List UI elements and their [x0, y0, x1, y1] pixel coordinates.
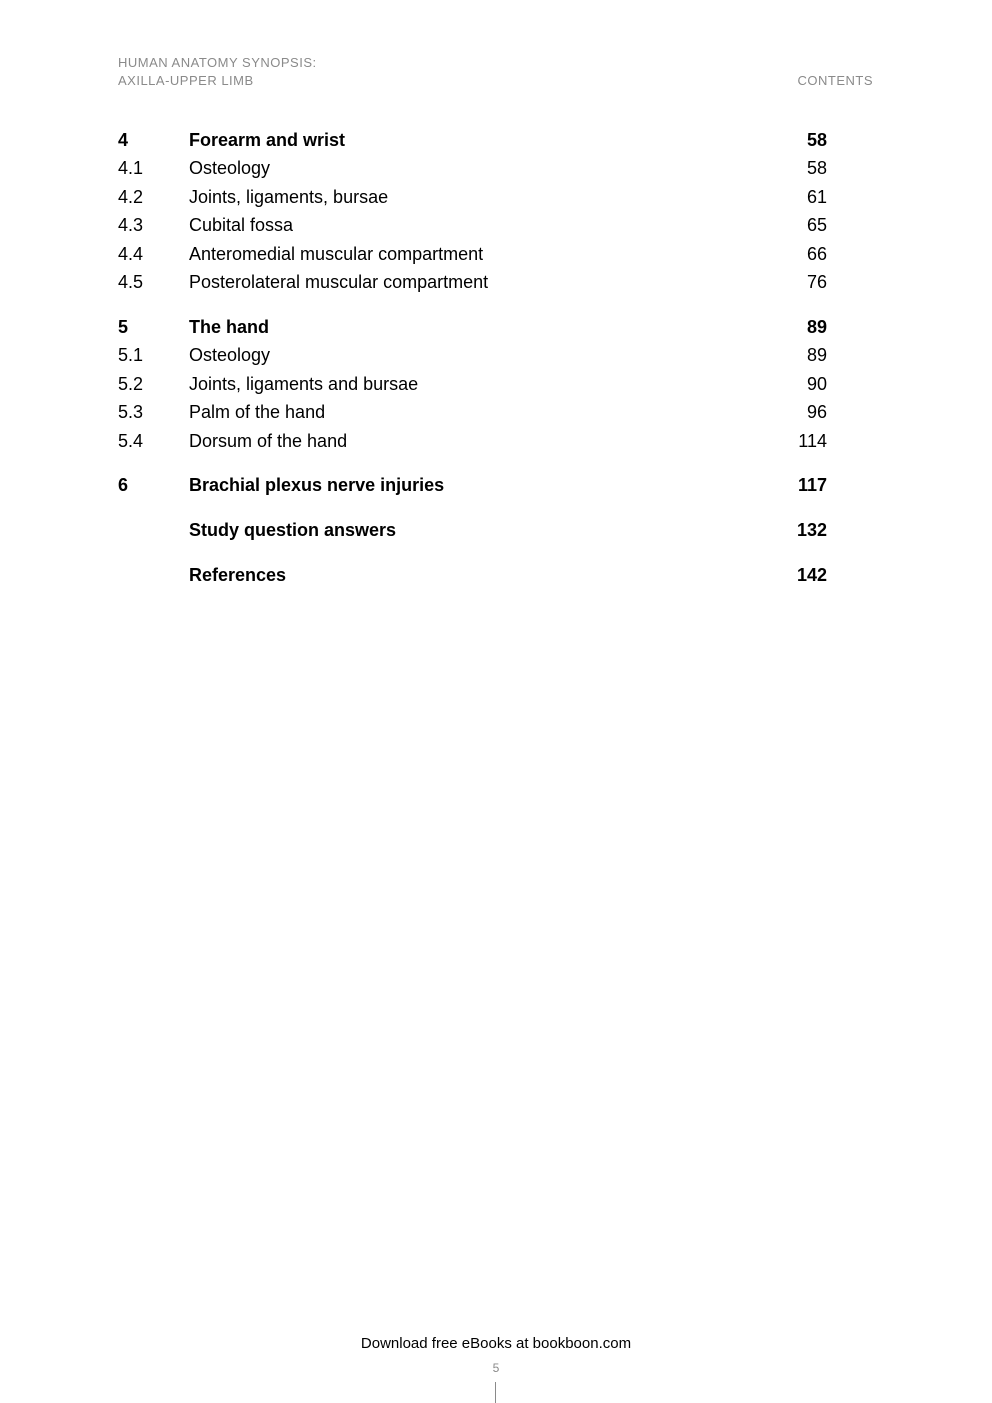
toc-entry-title: Joints, ligaments, bursae — [189, 186, 389, 207]
toc-entry-page: 90 — [806, 373, 827, 394]
toc-entry-title: Dorsum of the hand — [189, 430, 348, 451]
toc-entry[interactable] — [118, 240, 827, 268]
toc-entry-page: 117 — [797, 475, 827, 496]
page-number: 5 — [492, 1361, 500, 1375]
toc-entry-page: 96 — [806, 402, 827, 423]
book-title-line-1: HUMAN ANATOMY SYNOPSIS: — [118, 55, 317, 70]
toc-entry-page: 58 — [806, 158, 827, 179]
toc-entry-title: The hand — [189, 316, 269, 337]
toc-entry-page: 89 — [806, 345, 827, 366]
toc-entry[interactable] — [118, 516, 827, 544]
toc-entry[interactable] — [118, 183, 827, 211]
toc-entry-title: Osteology — [189, 345, 271, 366]
toc-entry[interactable] — [118, 561, 827, 589]
toc-entry-page: 58 — [806, 130, 827, 150]
toc-entry-number: 5.4 — [118, 430, 144, 451]
toc-entry-title: Anteromedial muscular compartment — [189, 243, 484, 264]
book-title-line-2: AXILLA-UPPER LIMB — [118, 73, 254, 88]
toc-entry-number: 5.3 — [118, 402, 144, 423]
toc-entry-number: 4.1 — [118, 158, 144, 179]
toc-entry-page: 76 — [806, 271, 827, 292]
toc-entry-number: 4.3 — [118, 215, 144, 236]
toc-entry-page: 61 — [806, 186, 827, 207]
toc-entry-page: 114 — [798, 430, 827, 451]
page-number-rule — [495, 1382, 496, 1403]
toc-entry-page: 89 — [806, 316, 827, 337]
toc-entry[interactable] — [118, 398, 827, 426]
toc-entry-title: Cubital fossa — [189, 215, 294, 236]
toc-entry-title: Palm of the hand — [189, 402, 326, 423]
toc-entry-number: 5.2 — [118, 373, 144, 394]
toc-entry[interactable] — [118, 341, 827, 369]
toc-entry-title: Brachial plexus nerve injuries — [189, 475, 445, 496]
toc-entry[interactable] — [118, 126, 827, 154]
toc-entry-number: 5.1 — [118, 345, 144, 366]
footer-download-text: Download free eBooks at bookboon.com — [360, 1335, 632, 1352]
toc-entry-number: 4.4 — [118, 243, 144, 264]
toc-entry-title: Osteology — [189, 158, 271, 179]
toc-entry-number: 4.5 — [118, 271, 144, 292]
toc-entry[interactable] — [118, 154, 827, 182]
toc-entry-title: Joints, ligaments and bursae — [189, 373, 419, 394]
running-head — [118, 54, 317, 90]
toc-entry[interactable] — [118, 313, 827, 341]
table-of-contents — [118, 126, 827, 590]
toc-entry[interactable] — [118, 370, 827, 398]
toc-entry-page: 65 — [806, 215, 827, 236]
toc-entry-title: References — [189, 565, 287, 586]
toc-entry-number: 5 — [118, 316, 129, 337]
toc-entry-page: 66 — [806, 243, 827, 264]
toc-entry[interactable] — [118, 268, 827, 296]
toc-entry-page: 132 — [796, 520, 827, 541]
toc-entry-title: Posterolateral muscular compartment — [189, 271, 489, 292]
toc-entry-title: Forearm and wrist — [189, 130, 346, 150]
section-label: CONTENTS — [797, 73, 873, 88]
toc-entry-number: 4.2 — [118, 186, 144, 207]
toc-entry-number: 6 — [118, 475, 129, 496]
toc-entry-page: 142 — [796, 565, 827, 586]
toc-entry-number: 4 — [118, 130, 129, 150]
toc-entry[interactable] — [118, 427, 827, 455]
toc-entry-title: Study question answers — [189, 520, 397, 541]
toc-entry[interactable] — [118, 211, 827, 239]
toc-entry[interactable] — [118, 471, 827, 499]
